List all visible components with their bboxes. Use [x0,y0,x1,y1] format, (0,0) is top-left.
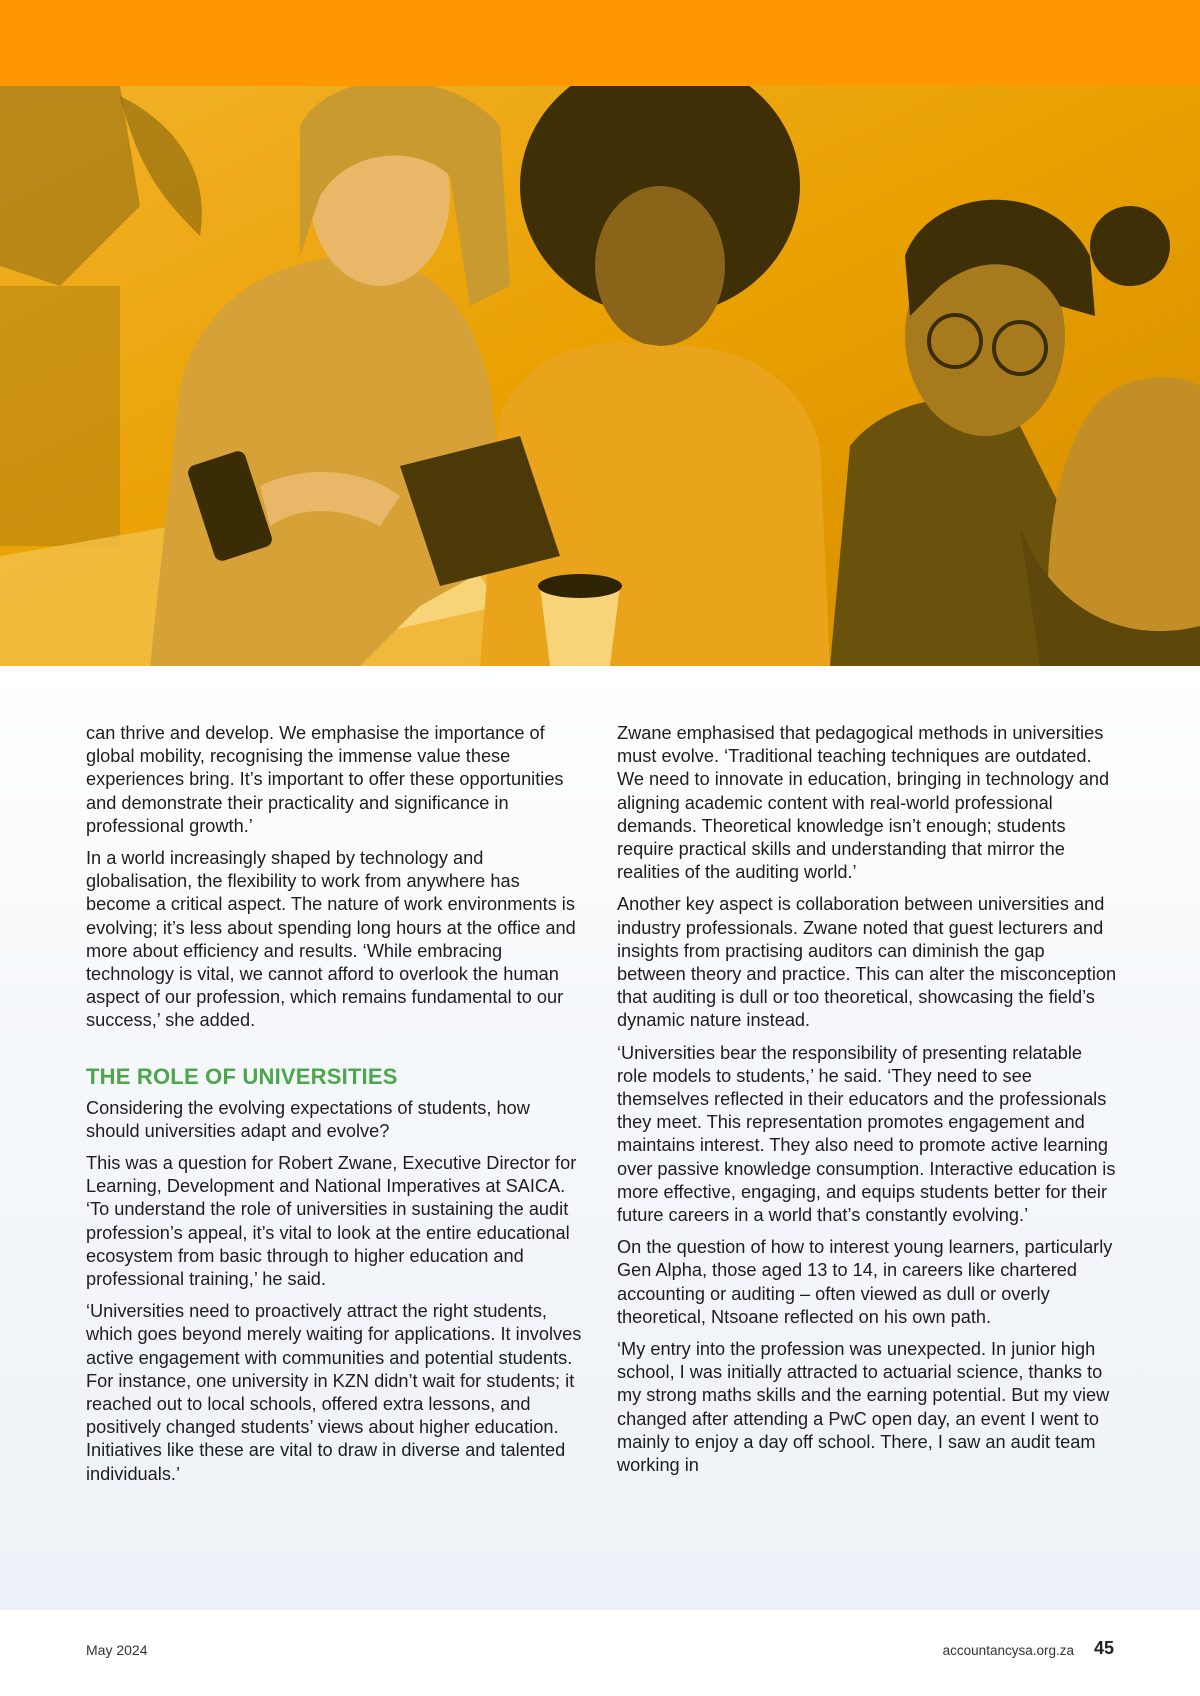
issue-date: May 2024 [86,1642,148,1658]
photo-illustration [0,86,1200,666]
website-link[interactable]: accountancysa.org.za [942,1643,1074,1658]
paragraph: can thrive and develop. We emphasise the importance of global mobility, recognising the immense value these experiences bring. It’s important to offer these opportunities and demonstrate their practicality and significance in professional growth.’ [86,723,564,836]
paragraph: Another key aspect is collaboration between universities and industry professionals. Zwane noted that guest lecturers and insights from practising auditors can diminish the gap between theory and practice. This can alter the misconception that auditing is dull or too theoretical, showcasing the field’s dynamic nature instead. [617,894,1117,1031]
paragraph: ‘Universities bear the responsibility of presenting relatable role models to students,’ he said. ‘They need to see themselves reflected in their educators and the professionals they meet. This representation promotes engagement and maintains interest. They also need to promote active learning over passive knowledge consumption. Interactive education is more effective, engaging, and equips students better for their future careers in a world that’s constantly evolving.’ [617,1042,1116,1226]
paragraph: Considering the evolving expectations of students, how should universities adapt and evolve? [86,1097,530,1141]
article-left-column [86,722,586,1495]
paragraph: ‘Universities need to proactively attract the right students, which goes beyond merely waiting for applications. It involves active engagement with communities and potential students. For instance, one university in KZN didn’t wait for students; it reached out to local schools, offered extra lessons, and positively changed students’ views about higher education. Initiatives like these are vital to draw in diverse and talented individuals.’ [86,1301,582,1484]
paragraph: This was a question for Robert Zwane, Executive Director for Learning, Development and National Imperatives at SAICA. ‘To understand the role of universities in sustaining the audit profession’s appeal, it’s vital to look at the entire educational ecosystem from basic through to higher education and professional training,’ he said. [86,1153,577,1290]
paragraph: In a world increasingly shaped by technology and globalisation, the flexibility to work from anywhere has become a critical aspect. The nature of work environments is evolving; it’s less about spending long hours at the office and more about efficiency and results. ‘While embracing technology is vital, we cannot afford to overlook the human aspect of our profession, which remains fundamental to our success,’ she added. [86,848,576,1031]
page-footer [0,1610,1200,1696]
section-heading: THE ROLE OF UNIVERSITIES [86,1063,398,1089]
paragraph: On the question of how to interest young learners, particularly Gen Alpha, those aged 13 to 14, in careers like chartered accounting or auditing – often viewed as dull or overly theoretical, Ntsoane reflected on his own path. [617,1237,1113,1327]
article-right-column [617,722,1117,1486]
top-accent-bar [0,0,1200,86]
page-number: 45 [1093,1638,1114,1658]
group-of-students-photo [0,86,1200,666]
paragraph: Zwane emphasised that pedagogical methods in universities must evolve. ‘Traditional teaching techniques are outdated. We need to innovate in education, bringing in technology and aligning academic content with real-world professional demands. Theoretical knowledge isn’t enough; students require practical skills and understanding that mirror the realities of the auditing world.’ [617,723,1110,883]
paragraph: ‘My entry into the profession was unexpected. In junior high school, I was initially attracted to actuarial science, thanks to my strong maths skills and the earning potential. But my view changed after attending a PwC open day, an event I went to mainly to enjoy a day off school. There, I saw an audit team working in [617,1339,1110,1476]
